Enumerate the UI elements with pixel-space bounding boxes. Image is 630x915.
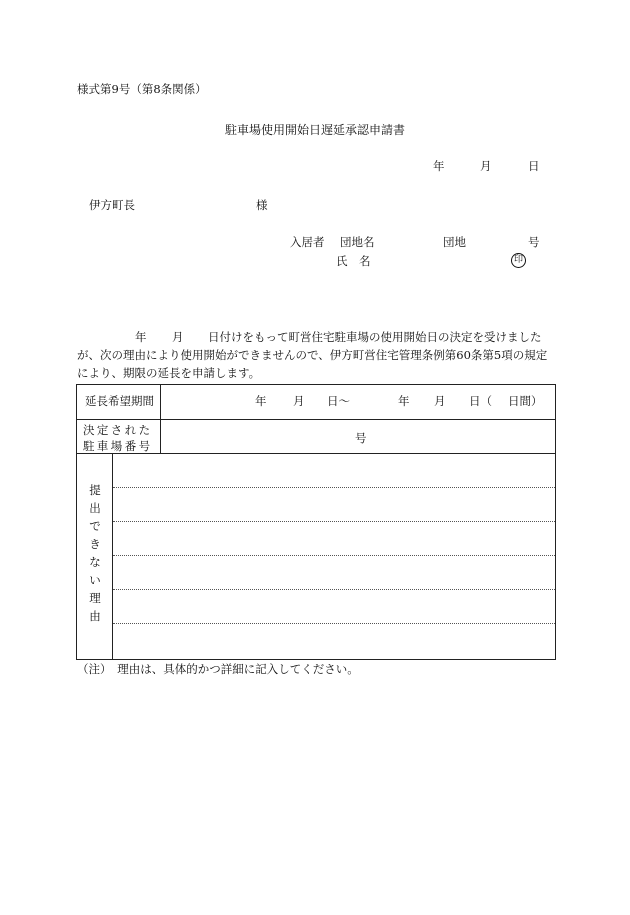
addressee-honorific: 様 xyxy=(256,198,268,212)
footnote: （注） 理由は、具体的かつ詳細に記入してください。 xyxy=(77,662,359,676)
reason-writing-line[interactable] xyxy=(113,555,555,556)
table-column-divider xyxy=(112,453,113,659)
body-month-label: 月 xyxy=(172,330,184,344)
period-end-day[interactable]: 日（ xyxy=(469,394,492,408)
table-column-divider xyxy=(160,385,161,453)
reason-label-char: 出 xyxy=(89,501,101,515)
reason-label-char: 理 xyxy=(89,591,101,605)
extension-period-label: 延長希望期間 xyxy=(85,394,154,408)
table-row-divider xyxy=(77,419,555,420)
reason-label-char: い xyxy=(89,573,101,587)
date-year-label: 年 xyxy=(433,159,445,173)
room-number-suffix: 号 xyxy=(528,235,540,249)
parking-lot-number-field[interactable]: 号 xyxy=(355,431,367,445)
reason-label-char: き xyxy=(89,537,101,551)
date-month-label: 月 xyxy=(480,159,492,173)
reason-writing-line[interactable] xyxy=(113,487,555,488)
body-text-line-3: により、期限の延長を申請します。 xyxy=(77,366,261,380)
reason-label-char: 由 xyxy=(89,609,101,623)
applicant-role-label: 入居者 xyxy=(290,235,325,249)
body-text-line-1: 日付けをもって町営住宅駐車場の使用開始日の決定を受けました xyxy=(208,330,542,344)
reason-label-char: 提 xyxy=(89,483,101,497)
date-day-label: 日 xyxy=(528,159,540,173)
danchi-name-label: 団地名 xyxy=(340,235,375,249)
period-start-month[interactable]: 月 xyxy=(293,394,305,408)
period-start-year[interactable]: 年 xyxy=(255,394,267,408)
reason-writing-line[interactable] xyxy=(113,521,555,522)
period-start-day[interactable]: 日～ xyxy=(327,394,350,408)
reason-writing-line[interactable] xyxy=(113,589,555,590)
form-number: 様式第9号（第8条関係） xyxy=(77,82,207,96)
seal-icon: 印 xyxy=(511,253,526,268)
document-title: 駐車場使用開始日遅延承認申請書 xyxy=(224,123,405,137)
body-year-label: 年 xyxy=(135,330,147,344)
body-text-line-2: が、次の理由により使用開始ができませんので、伊方町営住宅管理条例第60条第5項の規定 xyxy=(77,348,548,362)
reason-writing-line[interactable] xyxy=(113,623,555,624)
danchi-suffix-label: 団地 xyxy=(443,235,466,249)
period-days[interactable]: 日間） xyxy=(508,394,543,408)
reason-label-char: な xyxy=(89,555,101,569)
decided-lot-label-line2: 駐車場番号 xyxy=(83,439,153,453)
applicant-name-label: 氏 名 xyxy=(336,254,371,268)
period-end-month[interactable]: 月 xyxy=(434,394,446,408)
addressee-name: 伊方町長 xyxy=(89,198,135,212)
period-end-year[interactable]: 年 xyxy=(398,394,410,408)
application-table xyxy=(76,384,556,660)
table-row-divider xyxy=(77,453,555,454)
reason-label-char: で xyxy=(89,519,101,533)
decided-lot-label-line1: 決定された xyxy=(83,423,153,437)
reason-label xyxy=(85,485,105,629)
